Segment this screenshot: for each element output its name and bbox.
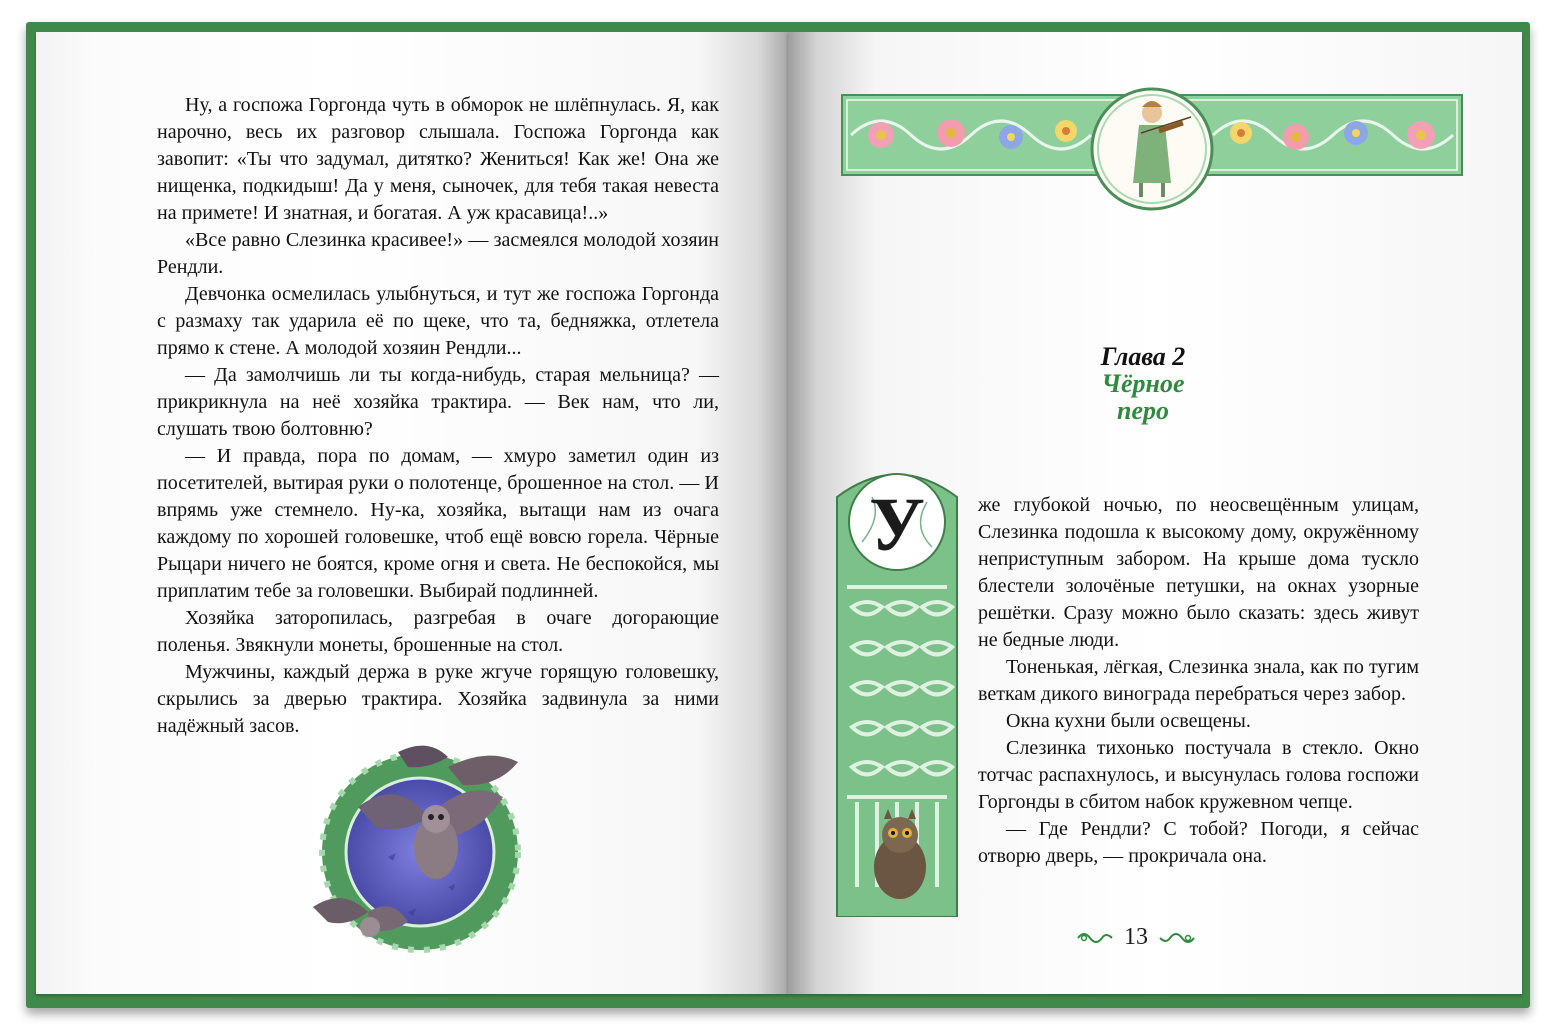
page-number: 13 — [1124, 924, 1148, 950]
paragraph: Тоненькая, лёгкая, Слезинка знала, как по тугим веткам дикого винограда перебраться через забор. — [978, 656, 1419, 705]
flower-icon — [1055, 120, 1077, 142]
ornament-right-icon — [1158, 930, 1196, 946]
paragraph: Мужчины, каждый держа в руке жгуче горящую головешку, скрылись за дверью трактира. Хозяйка задвинула за ними надёжный засов. — [157, 661, 719, 737]
flower-icon — [868, 122, 894, 148]
violinist-medallion — [1092, 89, 1212, 209]
paragraph: — И правда, пора по домам, — хмуро заметил один из посетителей, вытирая руки о полотенце, брошенное на стол. — И впрямь уже стемнело. Ну-ка, хозяйка, вытащи нам из очага каждому по хорошей головешке, чтоб ещё вовсю горела. Чёрные Рыцари ничего не боятся, кроме огня и света. Не беспокойся, мы приплатим тебе за головешки. Выбирай подлинней. — [157, 445, 719, 602]
flower-icon — [1344, 121, 1368, 145]
flower-icon — [937, 119, 965, 147]
right-page — [788, 32, 1522, 994]
right-page-text — [978, 492, 1419, 870]
paragraph: же глубокой ночью, по неосвещённым улицам, Слезинка подошла к высокому дому, окружённому неприступным забором. На крыше дома тускло блестели золочёные петушки, на окнах узорные решётки. Сразу можно было сказать: здесь живут не бедные люди. — [978, 494, 1419, 651]
drop-cap-letter: У — [869, 483, 925, 567]
floral-banner-illustration — [841, 87, 1463, 215]
left-page-text — [157, 92, 719, 740]
paragraph: — Где Рендли? С тобой? Погоди, я сейчас отворю дверь, — прокричала она. — [978, 818, 1419, 867]
flower-icon — [1283, 124, 1309, 150]
flower-icon — [1407, 121, 1435, 149]
paragraph: «Все равно Слезинка красивее!» — засмеялся молодой хозяин Рендли. — [157, 229, 719, 278]
chapter-title: Чёрное перо — [1101, 369, 1185, 425]
ornament-left-icon — [1076, 930, 1114, 946]
flower-icon — [999, 125, 1023, 149]
paragraph: Ну, а госпожа Горгонда чуть в обморок не шлёпнулась. Я, как нарочно, весь их разговор слышала. Госпожа Горгонда как завопит: «Ты что задумал, дитятко? Жениться! Как же! Она же нищенка, подкидыш! Да у меня, сыночек, для тебя такая невеста на примете! И знатная, и богатая. А уж красавица!..» — [157, 94, 719, 224]
paragraph: Хозяйка заторопилась, разгребая в очаге догорающие поленья. Звякнули монеты, брошенные на стол. — [157, 607, 719, 656]
paragraph: — Да замолчишь ли ты когда-нибудь, старая мельница? — прикрикнула на неё хозяйка трактира. — Век нам, что ли, слушать твою болтовню? — [157, 364, 719, 440]
paragraph: Девчонка осмелилась улыбнуться, и тут же госпожа Горгонда с размаху так ударила её по щеке, что та, бедняжка, отлетела прямо к стене. А молодой хозяин Рендли... — [157, 283, 719, 359]
chapter-number: Глава 2 — [1100, 342, 1186, 371]
left-page — [36, 32, 788, 994]
page-number-footer — [1070, 922, 1202, 952]
chapter-heading — [1028, 343, 1258, 424]
drop-cap-panel — [832, 457, 962, 917]
paragraph: Окна кухни были освещены. — [1006, 710, 1251, 732]
paragraph: Слезинка тихонько постучала в стекло. Окно тотчас распахнулось, и высунулась голова госпожи Горгонды в сбитом набок кружевном чепце. — [978, 737, 1419, 813]
owl-wreath-illustration — [298, 737, 538, 962]
flower-icon — [1230, 122, 1252, 144]
